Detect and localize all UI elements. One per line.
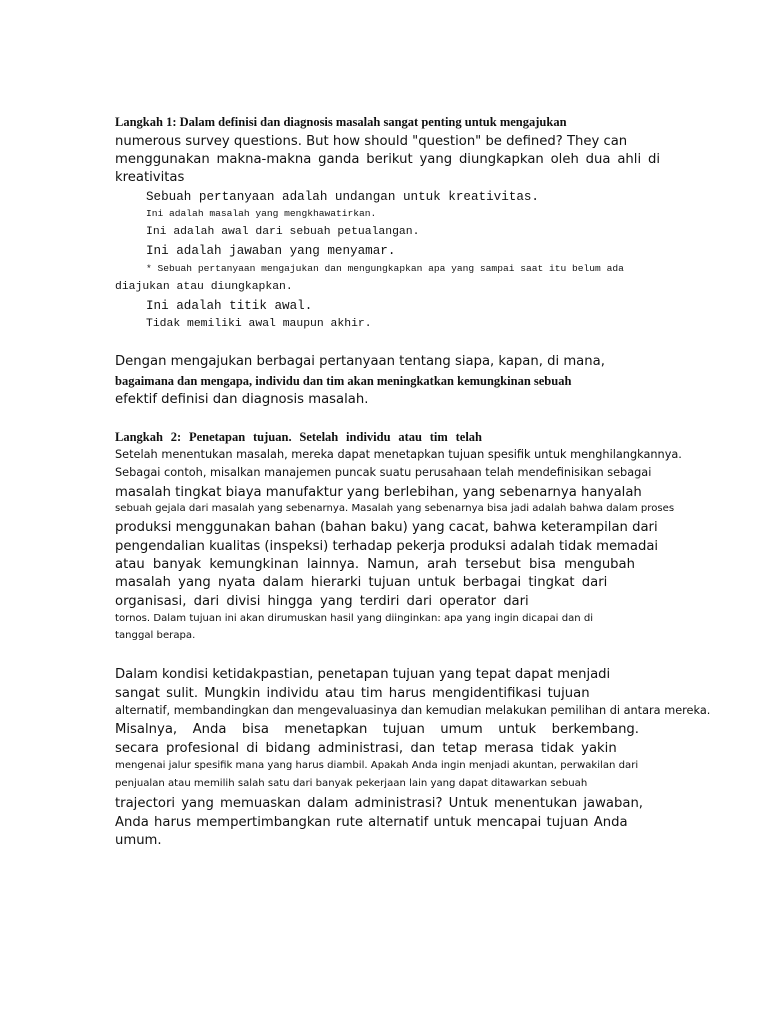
step2-line-3: masalah tingkat biaya manufaktur yang berlebihan, yang sebenarnya hanyalah [115, 485, 642, 500]
step2-line-4: sebuah gejala dari masalah yang sebenarnya. Masalah yang sebenarnya bisa jadi adalah bahwa dalam proses [115, 503, 675, 514]
paragraph2-line-1: Dengan mengajukan berbagai pertanyaan tentang siapa, kapan, di mana, [115, 354, 605, 369]
paragraph3-line-7: penjualan atau memilih salah satu dari banyak pekerjaan lain yang dapat ditawarkan sebuah [115, 778, 588, 789]
quote-5-continued: diajukan atau diungkapkan. [115, 281, 293, 293]
paragraph3-line-4: Misalnya, Anda bisa menetapkan tujuan umum untuk berkembang. [115, 722, 639, 737]
step2-heading: Langkah 2: Penetapan tujuan. Setelah individu atau tim telah [115, 430, 482, 444]
quote-2: Ini adalah masalah yang mengkhawatirkan. [146, 208, 377, 219]
step1-intro-line-2: menggunakan makna-makna ganda berikut yang diungkapkan oleh dua ahli di [115, 152, 660, 167]
quote-6: Ini adalah titik awal. [146, 299, 313, 313]
paragraph3-line-5: secara profesional di bidang administrasi, dan tetap merasa tidak yakin [115, 741, 617, 756]
paragraph3-line-10: umum. [115, 833, 162, 848]
step2-line-5: produksi menggunakan bahan (bahan baku) yang cacat, bahwa keterampilan dari [115, 520, 658, 535]
step2-line-8: masalah yang nyata dalam hierarki tujuan untuk berbagai tingkat dari [115, 575, 608, 590]
paragraph2-line-3: efektif definisi dan diagnosis masalah. [115, 392, 369, 407]
step2-line-7: atau banyak kemungkinan lainnya. Namun, arah tersebut bisa mengubah [115, 557, 635, 572]
step2-line-1: Setelah menentukan masalah, mereka dapat menetapkan tujuan spesifik untuk menghilangkannya. [115, 448, 682, 461]
quote-4: Ini adalah jawaban yang menyamar. [146, 244, 396, 258]
paragraph3-line-6: mengenai jalur spesifik mana yang harus diambil. Apakah Anda ingin menjadi akuntan, perwakilan dari [115, 760, 639, 771]
paragraph3-line-9: Anda harus mempertimbangkan rute alternatif untuk mencapai tujuan Anda [115, 815, 628, 830]
step2-line-2: Sebagai contoh, misalkan manajemen puncak suatu perusahaan telah mendefinisikan sebagai [115, 466, 652, 479]
paragraph3-line-8: trajectori yang memuaskan dalam administrasi? Untuk menentukan jawaban, [115, 796, 644, 811]
paragraph2-line-2: bagaimana dan mengapa, individu dan tim akan meningkatkan kemungkinan sebuah [115, 374, 572, 388]
step1-heading: Langkah 1: Dalam definisi dan diagnosis masalah sangat penting untuk mengajukan [115, 115, 567, 129]
quote-7: Tidak memiliki awal maupun akhir. [146, 318, 372, 330]
step1-intro-line-3: kreativitas [115, 170, 185, 185]
quote-1: Sebuah pertanyaan adalah undangan untuk kreativitas. [146, 190, 539, 204]
step1-intro-line-1: numerous survey questions. But how should "question" be defined? They can [115, 134, 628, 149]
paragraph3-line-1: Dalam kondisi ketidakpastian, penetapan tujuan yang tepat dapat menjadi [115, 667, 611, 682]
step2-line-6: pengendalian kualitas (inspeksi) terhadap pekerja produksi adalah tidak memadai [115, 539, 659, 554]
paragraph3-line-3: alternatif, membandingkan dan mengevaluasinya dan kemudian melakukan pemilihan di antara mereka. [115, 704, 711, 717]
step2-line-11: tanggal berapa. [115, 630, 196, 641]
quote-3: Ini adalah awal dari sebuah petualangan. [146, 226, 420, 238]
paragraph3-line-2: sangat sulit. Mungkin individu atau tim harus mengidentifikasi tujuan [115, 686, 590, 701]
quote-5: * Sebuah pertanyaan mengajukan dan mengungkapkan apa yang sampai saat itu belum ada [146, 263, 624, 274]
step2-line-9: organisasi, dari divisi hingga yang terdiri dari operator dari [115, 594, 529, 609]
step2-line-10: tornos. Dalam tujuan ini akan dirumuskan hasil yang diinginkan: apa yang ingin dicapai dan di [115, 613, 594, 624]
